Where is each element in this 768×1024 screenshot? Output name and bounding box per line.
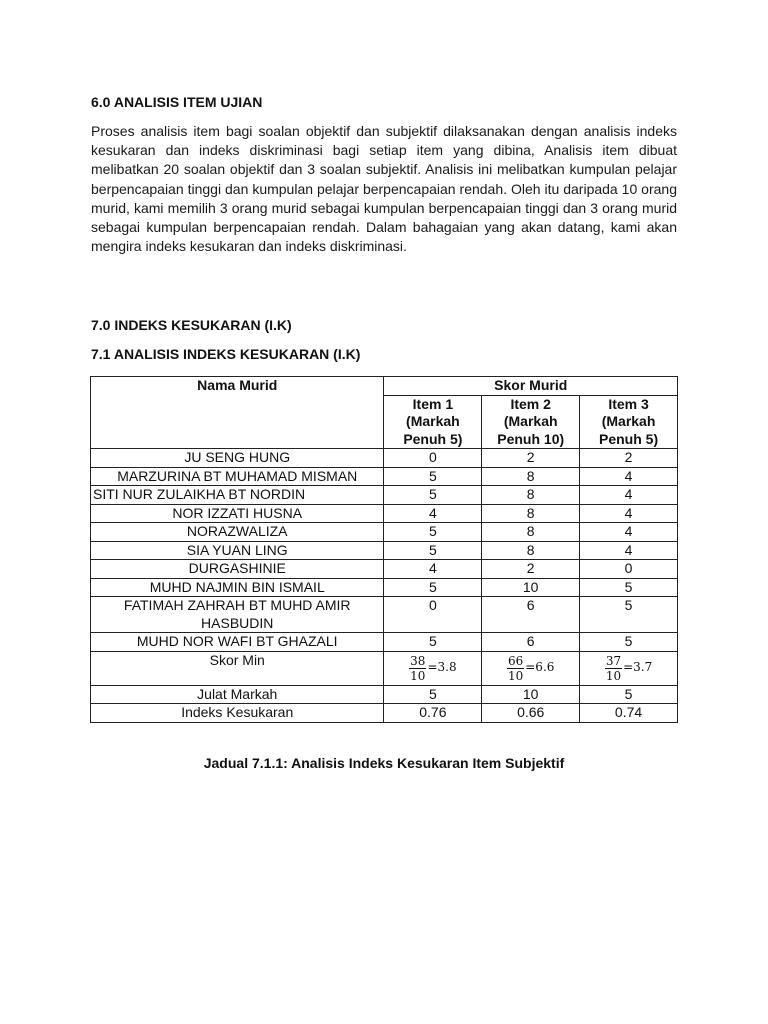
- score-item-2: 8: [482, 523, 580, 542]
- score-item-1: 4: [384, 560, 482, 579]
- table-row: [91, 578, 678, 597]
- header-item-3: Item 3 (Markah Penuh 5): [580, 395, 678, 449]
- section-heading-6-0: 6.0 ANALISIS ITEM UJIAN: [91, 94, 263, 110]
- score-item-3: 4: [580, 504, 678, 523]
- score-item-3: 5: [580, 578, 678, 597]
- difficulty-index-item-1: 0.76: [384, 704, 482, 723]
- range-item-2: 10: [482, 685, 580, 704]
- student-name: MARZURINA BT MUHAMAD MISMAN: [91, 467, 384, 486]
- score-item-3: 5: [580, 633, 678, 652]
- score-item-2: 2: [482, 449, 580, 468]
- header-item-2: Item 2 (Markah Penuh 10): [482, 395, 580, 449]
- mean-score-item-2: $\frac{66}{10}$ =6.6: [482, 651, 580, 685]
- difficulty-index-item-2: 0.66: [482, 704, 580, 723]
- table-row: [91, 504, 678, 523]
- range-item-1: 5: [384, 685, 482, 704]
- table-row: [91, 523, 678, 542]
- score-item-1: 5: [384, 486, 482, 505]
- score-item-1: 0: [384, 449, 482, 468]
- score-item-1: 0: [384, 597, 482, 633]
- score-item-3: 0: [580, 560, 678, 579]
- score-item-3: 4: [580, 486, 678, 505]
- table-caption: Jadual 7.1.1: Analisis Indeks Kesukaran Item Subjektif: [203, 755, 565, 771]
- score-item-3: 4: [580, 541, 678, 560]
- difficulty-index-table: [90, 376, 678, 723]
- student-name: SITI NUR ZULAIKHA BT NORDIN: [91, 486, 384, 505]
- table-row: [91, 560, 678, 579]
- table-row: [91, 597, 678, 633]
- score-item-1: 5: [384, 633, 482, 652]
- difficulty-index-label: Indeks Kesukaran: [91, 704, 384, 723]
- student-name: DURGASHINIE: [91, 560, 384, 579]
- score-item-1: 5: [384, 523, 482, 542]
- student-name: MUHD NOR WAFI BT GHAZALI: [91, 633, 384, 652]
- table-row: [91, 541, 678, 560]
- table-row: [91, 449, 678, 468]
- range-row: [91, 685, 678, 704]
- student-name: FATIMAH ZAHRAH BT MUHD AMIR HASBUDIN: [91, 597, 384, 633]
- table-row: [91, 633, 678, 652]
- student-name: SIA YUAN LING: [91, 541, 384, 560]
- difficulty-index-item-3: 0.74: [580, 704, 678, 723]
- score-item-2: 10: [482, 578, 580, 597]
- score-item-2: 8: [482, 541, 580, 560]
- mean-score-label: Skor Min: [91, 651, 384, 685]
- score-item-3: 5: [580, 597, 678, 633]
- table-row: [91, 467, 678, 486]
- range-label: Julat Markah: [91, 685, 384, 704]
- section-heading-7-1: 7.1 ANALISIS INDEKS KESUKARAN (I.K): [91, 346, 361, 362]
- score-item-3: 2: [580, 449, 678, 468]
- header-student-score: Skor Murid: [384, 377, 678, 396]
- score-item-1: 5: [384, 467, 482, 486]
- score-item-2: 2: [482, 560, 580, 579]
- header-item-1: Item 1 (Markah Penuh 5): [384, 395, 482, 449]
- score-item-1: 4: [384, 504, 482, 523]
- table-row: [91, 486, 678, 505]
- score-item-2: 6: [482, 633, 580, 652]
- score-item-2: 8: [482, 504, 580, 523]
- score-item-2: 8: [482, 486, 580, 505]
- score-item-2: 8: [482, 467, 580, 486]
- score-item-3: 4: [580, 523, 678, 542]
- score-item-1: 5: [384, 541, 482, 560]
- header-student-name: Nama Murid: [91, 377, 384, 449]
- section-heading-7-0: 7.0 INDEKS KESUKARAN (I.K): [91, 317, 292, 333]
- section-paragraph: Proses analisis item bagi soalan objektif dan subjektif dilaksanakan dengan analisis indeks kesukaran dan indeks diskriminasi bagi setiap item yang dibina, Analisis item dibuat melibatkan 20 soalan objektif dan 3 soalan subjektif. Analisis ini melibatkan kumpulan pelajar berpencapaian tinggi dan kumpulan pelajar berpencapaian rendah. Oleh itu daripada 10 orang murid, kami memilih 3 orang murid sebagai kumpulan berpencapaian tinggi dan 3 orang murid sebagai kumpulan berpencapaian rendah. Dalam bahagaian yang akan datang, kami akan mengira indeks kesukaran dan indeks diskriminasi.: [91, 123, 677, 255]
- score-item-2: 6: [482, 597, 580, 633]
- student-name: JU SENG HUNG: [91, 449, 384, 468]
- mean-score-item-3: $\frac{37}{10}$ =3.7: [580, 651, 678, 685]
- mean-score-item-1: $\frac{38}{10}$ =3.8: [384, 651, 482, 685]
- difficulty-index-row: [91, 704, 678, 723]
- student-name: NORAZWALIZA: [91, 523, 384, 542]
- score-item-1: 5: [384, 578, 482, 597]
- student-name: NOR IZZATI HUSNA: [91, 504, 384, 523]
- student-name: MUHD NAJMIN BIN ISMAIL: [91, 578, 384, 597]
- score-item-3: 4: [580, 467, 678, 486]
- mean-score-row: [91, 651, 678, 685]
- table-header-row: [91, 377, 678, 396]
- range-item-3: 5: [580, 685, 678, 704]
